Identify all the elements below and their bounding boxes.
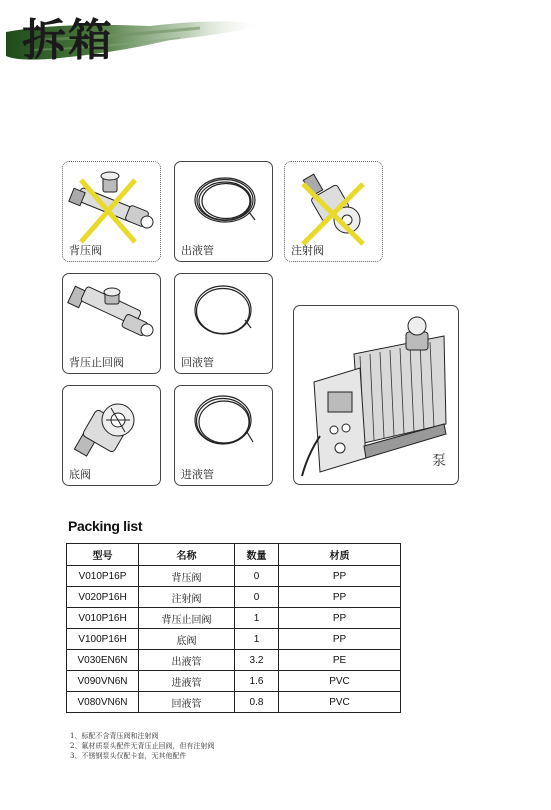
col-header-qty: 数量 [235,544,279,566]
card-pump [293,305,459,485]
cell-material: PP [279,566,401,587]
cell-model: V030EN6N [67,650,139,671]
note-item: 2、氟材质泵头配件无背压止回阀，但有注射阀 [70,742,215,750]
note-item: 3、不锈钢泵头仅配卡套，无其他配件 [70,752,187,760]
table-row [67,566,401,587]
cell-qty: 0 [235,587,279,608]
card-return-tube [174,273,273,374]
cell-qty: 1.6 [235,671,279,692]
card-outlet-tube [174,161,273,262]
cell-model: V090VN6N [67,671,139,692]
part-label: 底阀 [69,468,91,481]
packing-list-title: Packing list [68,518,143,534]
cell-model: V100P16H [67,629,139,650]
notes [70,731,214,761]
cell-name: 注射阀 [139,587,235,608]
note-item: 1、标配不含背压阀和注射阀 [70,732,159,740]
table-header-row [67,544,401,566]
packing-table [66,543,401,713]
table-row [67,671,401,692]
part-label: 注射阀 [291,244,324,257]
part-label: 进液管 [181,468,214,481]
table-row [67,650,401,671]
part-label: 背压阀 [69,244,102,257]
part-label: 背压止回阀 [69,356,124,369]
col-header-name: 名称 [139,544,235,566]
cell-name: 背压止回阀 [139,608,235,629]
cell-material: PP [279,629,401,650]
cell-material: PVC [279,671,401,692]
col-header-model: 型号 [67,544,139,566]
cell-material: PE [279,650,401,671]
card-injection-valve [284,161,383,262]
cell-material: PP [279,608,401,629]
cell-name: 底阀 [139,629,235,650]
card-back-pressure-valve [62,161,161,262]
col-header-material: 材质 [279,544,401,566]
cell-name: 出液管 [139,650,235,671]
table-row [67,629,401,650]
cell-name: 进液管 [139,671,235,692]
table-row [67,608,401,629]
cell-qty: 3.2 [235,650,279,671]
cell-name: 背压阀 [139,566,235,587]
cell-qty: 1 [235,629,279,650]
pump-label: 泵 [432,453,446,469]
card-anti-siphon-valve [62,273,161,374]
cell-qty: 1 [235,608,279,629]
card-foot-valve [62,385,161,486]
cell-model: V080VN6N [67,692,139,713]
part-label: 回液管 [181,356,214,369]
cell-qty: 0 [235,566,279,587]
card-inlet-tube [174,385,273,486]
cell-model: V010P16H [67,608,139,629]
page-title: 拆箱 [22,15,114,66]
table-row [67,587,401,608]
cell-material: PVC [279,692,401,713]
cell-model: V010P16P [67,566,139,587]
part-label: 出液管 [181,244,214,257]
cell-name: 回液管 [139,692,235,713]
table-row [67,692,401,713]
cell-material: PP [279,587,401,608]
cell-qty: 0.8 [235,692,279,713]
cell-model: V020P16H [67,587,139,608]
